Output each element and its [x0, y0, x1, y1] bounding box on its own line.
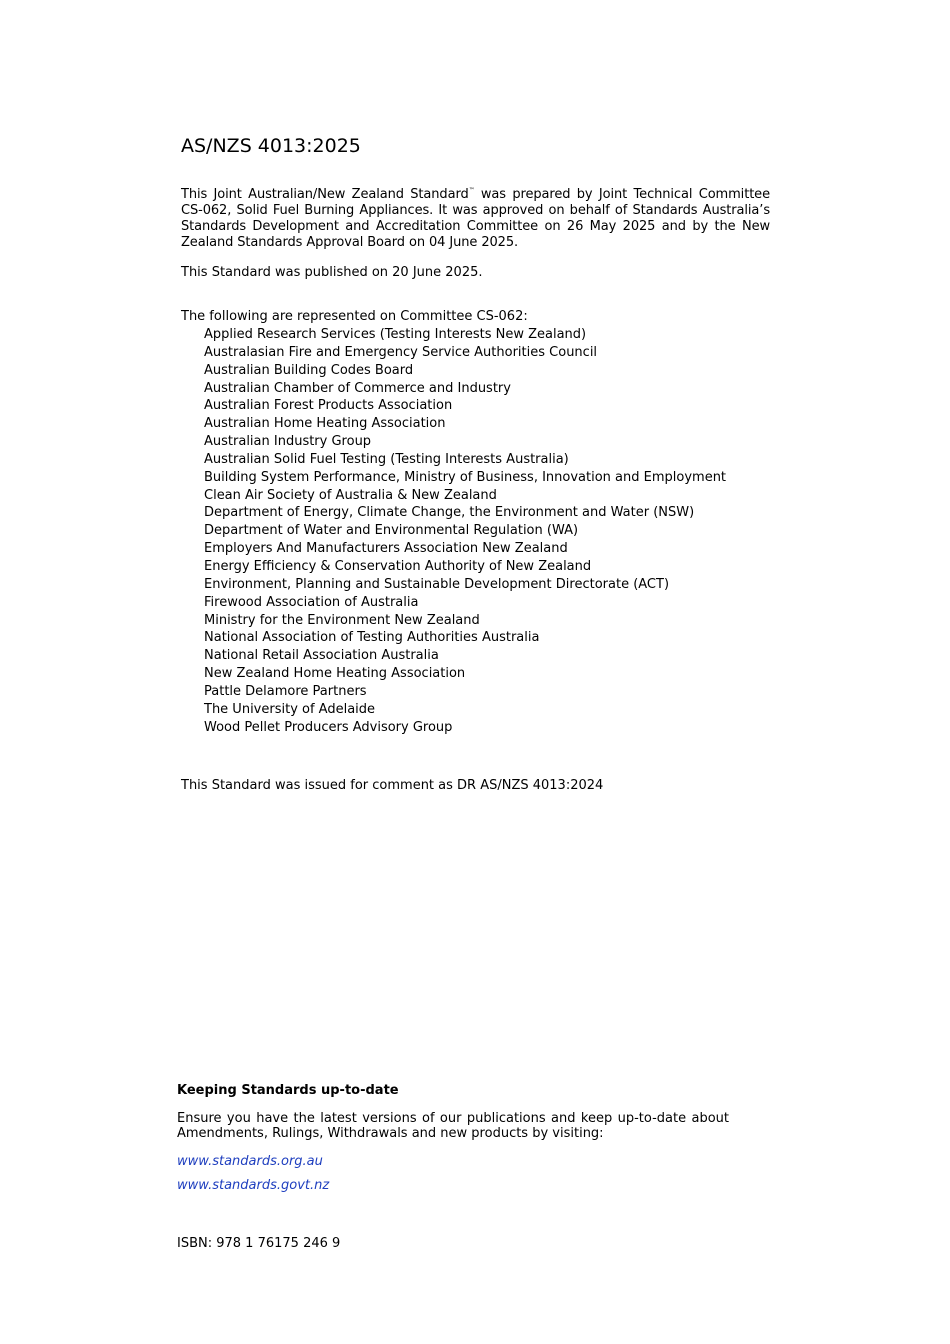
committee-member: Australian Home Heating Association [204, 416, 446, 432]
committee-member: National Association of Testing Authorities Australia [204, 630, 540, 646]
preparation-paragraph [181, 187, 770, 251]
committee-member: Energy Efficiency & Conservation Authority of New Zealand [204, 558, 592, 574]
committee-member: Building System Performance, Ministry of Business, Innovation and Employment [204, 469, 727, 485]
committee-member: The University of Adelaide [204, 701, 376, 717]
standards-nz-link[interactable]: www.standards.govt.nz [177, 1178, 330, 1193]
committee-member: Australian Solid Fuel Testing (Testing Interests Australia) [204, 451, 569, 467]
committee-member: Ministry for the Environment New Zealand [204, 612, 480, 628]
committee-member: New Zealand Home Heating Association [204, 666, 466, 682]
trademark-symbol: ™ [468, 187, 475, 194]
committee-intro: The following are represented on Committee CS-062: [181, 309, 528, 324]
committee-member: Australian Industry Group [204, 434, 372, 450]
keeping-up-to-date-text: Ensure you have the latest versions of our publications and keep up-to-date about Amendments, Rulings, Withdrawals and new products by visiting: [177, 1111, 729, 1141]
preparation-text-end: was prepared by Joint Technical Committee CS-062, Solid Fuel Burning Appliances. It was approved on behalf of Standards Australia’s Standards Development and Accreditation Committee on 26 May 2025 and by the New Zealand Standards Approval Board on 04 June 2025. [181, 187, 770, 250]
comment-draft-statement: This Standard was issued for comment as DR AS/NZS 4013:2024 [181, 778, 604, 793]
committee-member: Pattle Delamore Partners [204, 683, 367, 699]
preparation-text-start: This Joint Australian/New Zealand Standard [181, 187, 469, 202]
standards-australia-link[interactable]: www.standards.org.au [177, 1154, 323, 1169]
committee-member: Australasian Fire and Emergency Service Authorities Council [204, 344, 598, 360]
committee-member: Firewood Association of Australia [204, 594, 419, 610]
committee-member: Australian Building Codes Board [204, 362, 414, 378]
committee-member-list [204, 326, 726, 736]
committee-member: Department of Energy, Climate Change, the Environment and Water (NSW) [204, 505, 695, 521]
committee-member: National Retail Association Australia [204, 648, 439, 664]
committee-member: Department of Water and Environmental Regulation (WA) [204, 523, 579, 539]
committee-member: Employers And Manufacturers Association New Zealand [204, 541, 568, 557]
committee-member: Australian Chamber of Commerce and Industry [204, 380, 511, 396]
keeping-up-to-date-heading: Keeping Standards up-to-date [177, 1083, 399, 1098]
committee-member: Australian Forest Products Association [204, 398, 453, 414]
document-title: AS/NZS 4013:2025 [181, 135, 361, 157]
committee-member: Clean Air Society of Australia & New Zealand [204, 487, 497, 503]
committee-member: Applied Research Services (Testing Interests New Zealand) [204, 327, 587, 342]
committee-member: Wood Pellet Producers Advisory Group [204, 719, 453, 735]
committee-member: Environment, Planning and Sustainable Development Directorate (ACT) [204, 576, 670, 592]
isbn-number: ISBN: 978 1 76175 246 9 [177, 1236, 341, 1251]
publication-statement: This Standard was published on 20 June 2025. [181, 265, 483, 280]
